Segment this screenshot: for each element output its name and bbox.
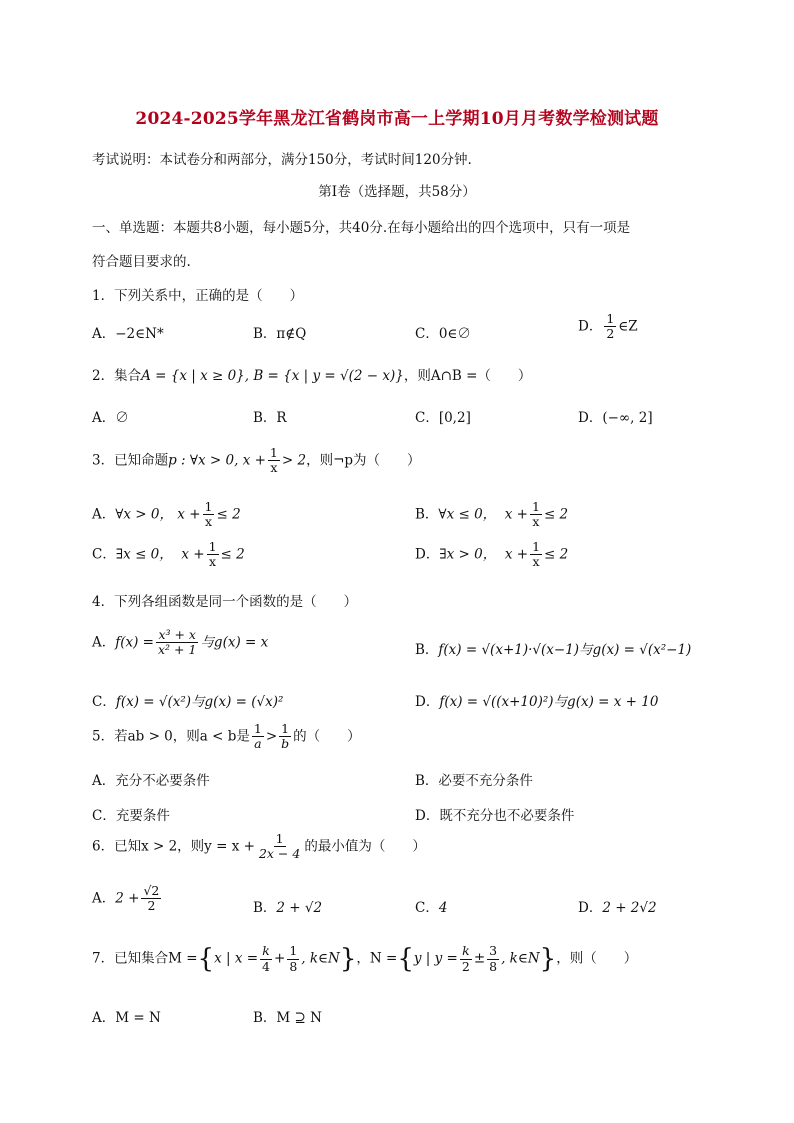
question-1-option-d [578,312,638,342]
fraction: $\frac{3}{8}$ [489,943,498,974]
fraction: $\frac{1}{2x - 4}$ [258,831,301,862]
question-5-option-a: A．充分不必要条件 [92,773,210,789]
option-label: D． [578,318,603,335]
exam-title: 2024-2025学年黑龙江省鹤岗市高一上学期10月月考数学检测试题 [135,109,659,129]
question-4-option-c: C．f(x) = √(x²)与g(x) = (√x)² [92,694,284,710]
fraction: $\frac{1}{x}$ [269,445,278,476]
question-5-option-d: D．既不充分也不必要条件 [415,808,575,824]
question-2-option-b: B．R [253,410,287,426]
fraction: $\frac{1}{x}$ [204,499,213,530]
question-1-option-b: B．π∉Q [253,326,307,342]
question-4-stem: 4．下列各组函数是同一个函数的是（ ） [92,594,358,610]
question-3-option-a: A．∀x > 0， x + $\frac{1}{x}$ ≤ 2 [92,499,241,530]
fraction: $\frac{1}{x}$ [531,499,540,530]
fraction: $\frac{1}{x}$ [532,539,541,570]
part-heading: 第Ⅰ卷（选择题，共58分） [318,184,476,200]
question-5-option-c: C．充要条件 [92,808,170,824]
fraction: $\frac{√2}{2}$ [143,883,160,914]
question-2-math: A = {x | x ≥ 0}, B = {x | y = √(2 − x)} [141,368,404,384]
question-7-option-b: B．M ⊇ N [253,1010,322,1026]
fraction: $\frac{k}{2}$ [461,943,470,974]
question-3-option-c: C．∃x ≤ 0， x + $\frac{1}{x}$ ≤ 2 [92,539,245,570]
question-4-option-b: B．f(x) = √(x+1)·√(x−1)与g(x) = √(x²−1) [415,642,692,658]
section-description-line1: 一、单选题：本题共8小题，每小题5分，共40分.在每小题给出的四个选项中，只有一项是 [92,220,631,236]
question-3-option-d: D．∃x > 0， x + $\frac{1}{x}$ ≤ 2 [415,539,569,570]
question-2-option-d: D．(−∞, 2] [578,410,653,426]
fraction: $\frac{1}{a}$ [253,721,262,752]
question-2-stem: 2．集合A = {x | x ≥ 0}, B = {x | y = √(2 − x)}，则A∩B =（ ） [92,368,532,384]
question-5-stem: 5．若ab > 0，则a < b是 $\frac{1}{a}$ > $\frac{1}{b}$ 的（ ） [92,721,361,752]
question-2-option-c: C．[0,2] [415,410,471,426]
question-6-option-d: D．2 + 2√2 [578,900,657,916]
question-6-option-a: A．2 + $\frac{√2}{2}$ [92,883,160,914]
fraction: $\frac{k}{4}$ [262,943,270,974]
question-1-option-c: C．0∈∅ [415,326,471,342]
question-4-option-a: A．f(x) = $\frac{\text{x³ + x}}{\text{x² + 1}}$ 与g(x) = x [92,627,269,658]
option-tail: ∈Z [618,318,638,335]
fraction: $\frac{1}{b}$ [281,721,290,752]
question-3-stem: 3．已知命题p : ∀x > 0, x + $\frac{1}{x}$ > 2，则¬p为（ ） [92,445,421,476]
question-4-option-d: D．f(x) = √((x+10)²)与g(x) = x + 10 [415,694,659,710]
question-1-option-a: A．−2∈N* [92,326,164,342]
question-5-option-b: B．必要不充分条件 [415,773,533,789]
question-7-option-a: A．M = N [92,1010,161,1026]
question-1-stem: 1．下列关系中，正确的是（ ） [92,288,304,304]
fraction: $\frac{\text{x³ + x}}{\text{x² + 1}}$ [158,627,197,658]
question-6-stem: 6．已知x > 2，则y = x + $\frac{1}{2x - 4}$ 的最小值为（ ） [92,831,426,862]
question-6-option-b: B．2 + √2 [253,900,323,916]
fraction: $\frac{1}{2}$ [606,311,615,342]
question-2-option-a: A．∅ [92,410,129,426]
question-7-stem: 7．已知集合M ={x | x = $\frac{k}{4}$ + $\frac{1}{8}$ , k∈N}，N ={y | y = $\frac{k}{2}$ ± $\frac{3}{8}$ , k∈N}，则（ ） [92,943,638,974]
exam-instructions: 考试说明：本试卷分和两部分，满分150分，考试时间120分钟. [92,152,472,168]
section-description-line2: 符合题目要求的. [92,254,191,270]
question-3-option-b: B．∀x ≤ 0， x + $\frac{1}{x}$ ≤ 2 [415,499,569,530]
fraction: $\frac{1}{8}$ [289,943,298,974]
question-6-option-c: C．4 [415,900,448,916]
fraction: $\frac{1}{x}$ [208,539,217,570]
